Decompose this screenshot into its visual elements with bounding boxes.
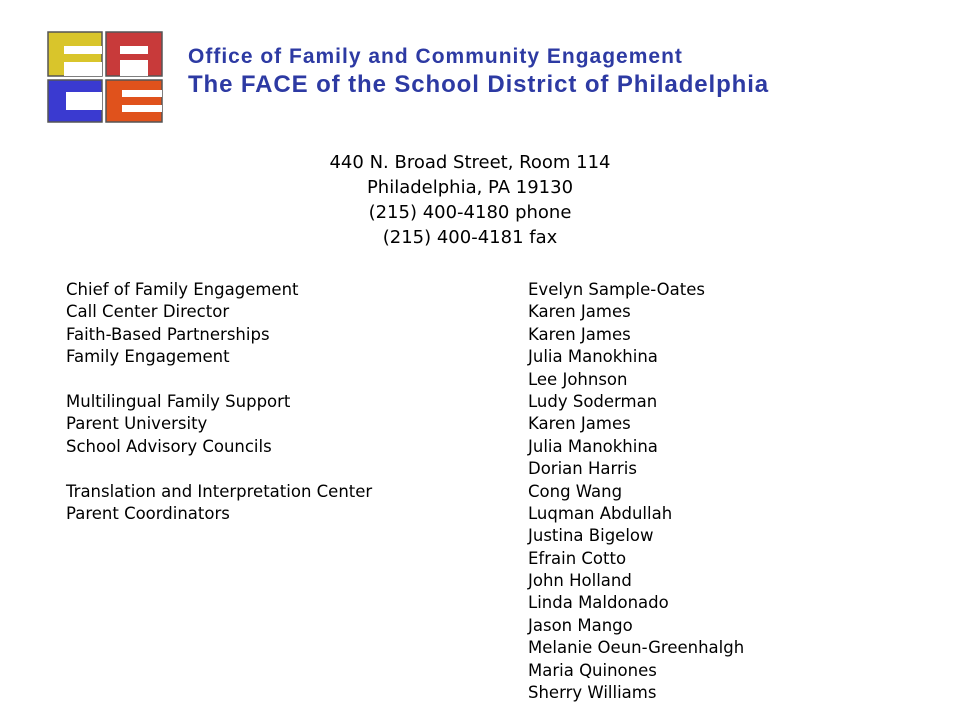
staff-name: Karen James bbox=[528, 302, 631, 322]
role-label: Parent University bbox=[66, 414, 208, 434]
directory-row bbox=[66, 548, 744, 570]
address-block bbox=[200, 150, 740, 250]
role-label bbox=[66, 570, 528, 592]
staff-name: Justina Bigelow bbox=[528, 526, 654, 546]
role-label: School Advisory Councils bbox=[66, 436, 272, 456]
directory-row bbox=[66, 503, 744, 525]
role-label bbox=[66, 660, 528, 682]
role-label: Faith-Based Partnerships bbox=[66, 324, 270, 344]
directory-row bbox=[66, 615, 744, 637]
directory-row bbox=[66, 458, 744, 480]
office-name: Office of Family and Community Engagement bbox=[188, 45, 683, 68]
staff-name: Sherry Williams bbox=[528, 683, 657, 703]
role-label bbox=[66, 525, 528, 547]
directory-row bbox=[66, 525, 744, 547]
directory-row bbox=[66, 391, 744, 413]
role-label bbox=[66, 369, 528, 391]
role-label: Family Engagement bbox=[66, 347, 230, 367]
directory-row bbox=[66, 637, 744, 659]
staff-name: Jason Mango bbox=[528, 615, 633, 635]
role-label: Parent Coordinators bbox=[66, 503, 230, 523]
staff-name: Cong Wang bbox=[528, 481, 623, 501]
page-header bbox=[188, 44, 769, 100]
phone-number: (215) 400-4180 phone bbox=[368, 202, 572, 223]
page-title: The FACE of the School District of Philadelphia bbox=[188, 71, 770, 98]
staff-name: John Holland bbox=[528, 571, 632, 591]
staff-name: Julia Manokhina bbox=[528, 347, 658, 367]
directory-row bbox=[66, 660, 744, 682]
staff-name: Karen James bbox=[528, 414, 631, 434]
role-label bbox=[66, 548, 528, 570]
directory-row bbox=[66, 592, 744, 614]
staff-name: Luqman Abdullah bbox=[528, 503, 673, 523]
role-label: Call Center Director bbox=[66, 302, 230, 322]
directory-row bbox=[66, 682, 744, 704]
fax-number: (215) 400-4181 fax bbox=[382, 227, 558, 248]
role-label bbox=[66, 615, 528, 637]
directory-row bbox=[66, 413, 744, 435]
directory-row bbox=[66, 346, 744, 368]
role-label bbox=[66, 682, 528, 704]
directory-row bbox=[66, 570, 744, 592]
role-label: Chief of Family Engagement bbox=[66, 280, 299, 299]
staff-name: Ludy Soderman bbox=[528, 391, 658, 411]
role-label: Multilingual Family Support bbox=[66, 391, 291, 411]
face-logo-icon bbox=[46, 30, 164, 124]
directory-row bbox=[66, 481, 744, 503]
directory-row bbox=[66, 279, 744, 301]
staff-name: Evelyn Sample-Oates bbox=[528, 280, 705, 299]
city-state-zip: Philadelphia, PA 19130 bbox=[366, 177, 574, 198]
street-address: 440 N. Broad Street, Room 114 bbox=[329, 152, 611, 173]
staff-name: Julia Manokhina bbox=[528, 436, 658, 456]
directory-row bbox=[66, 436, 744, 458]
role-label bbox=[66, 592, 528, 614]
staff-name: Lee Johnson bbox=[528, 369, 628, 389]
role-label bbox=[66, 458, 528, 480]
directory-row bbox=[66, 301, 744, 323]
staff-name: Melanie Oeun-Greenhalgh bbox=[528, 638, 745, 658]
staff-name: Maria Quinones bbox=[528, 660, 657, 680]
staff-name: Karen James bbox=[528, 324, 631, 344]
role-label bbox=[66, 637, 528, 659]
staff-name: Linda Maldonado bbox=[528, 593, 669, 613]
directory-row bbox=[66, 324, 744, 346]
staff-directory bbox=[66, 279, 744, 704]
role-label: Translation and Interpretation Center bbox=[66, 481, 373, 501]
staff-name: Dorian Harris bbox=[528, 459, 637, 479]
directory-row bbox=[66, 369, 744, 391]
staff-name: Efrain Cotto bbox=[528, 548, 627, 568]
